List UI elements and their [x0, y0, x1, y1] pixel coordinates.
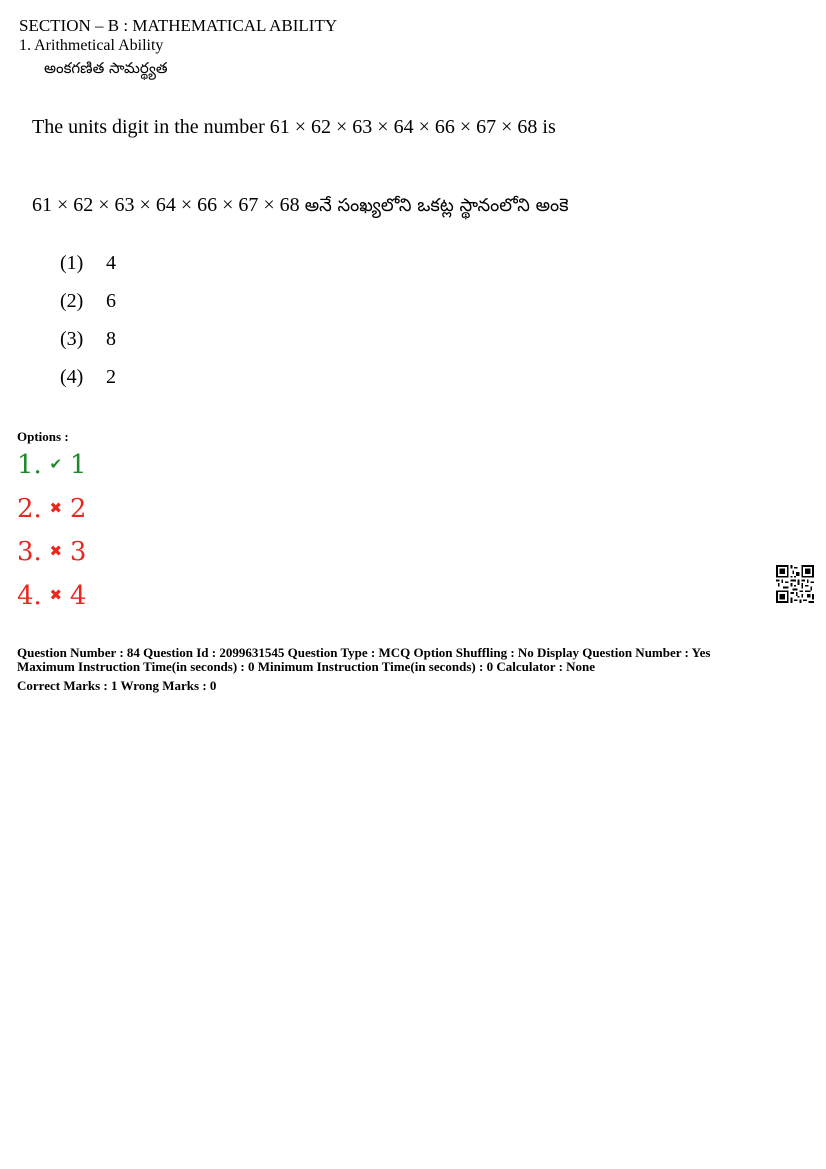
question-text-english: The units digit in the number 61 × 62 × 63 × 64 × 66 × 67 × 68 is — [32, 116, 556, 138]
option-index: 3. — [17, 537, 42, 567]
option-value: 3 — [69, 537, 87, 567]
choice-number: (1) — [60, 252, 84, 274]
option-1 — [17, 450, 86, 480]
cross-icon: ✖ — [49, 542, 63, 560]
choice-number: (2) — [60, 290, 84, 312]
option-3 — [17, 537, 86, 567]
choice-value: 6 — [106, 290, 116, 312]
choice-value: 2 — [106, 366, 116, 388]
option-index: 4. — [17, 581, 42, 611]
choice-value: 4 — [106, 252, 116, 274]
subsection-title: 1. Arithmetical Ability — [19, 37, 164, 54]
choice-number: (4) — [60, 366, 84, 388]
option-value: 2 — [69, 494, 87, 524]
section-title: SECTION – B : MATHEMATICAL ABILITY — [19, 16, 338, 35]
options-label: Options : — [17, 429, 69, 444]
option-value: 1 — [69, 450, 87, 480]
question-meta-line-1: Question Number : 84 Question Id : 2099631545 Question Type : MCQ Option Shuffling : No Display Question Number : Yes — [17, 645, 711, 660]
question-math-expression: 61 × 62 × 63 × 64 × 66 × 67 × 68 — [32, 194, 305, 216]
question-meta-marks: Correct Marks : 1 Wrong Marks : 0 — [17, 678, 217, 693]
choice-number: (3) — [60, 328, 84, 350]
qr-code-icon — [776, 565, 814, 603]
check-icon: ✔ — [49, 455, 63, 473]
question-meta-line-2: Maximum Instruction Time(in seconds) : 0 Minimum Instruction Time(in seconds) : 0 Calculator : None — [17, 659, 596, 674]
question-telugu-phrase: అనే సంఖ్యలోని ఒకట్ల స్థానంలోని అంకె — [304, 195, 569, 216]
option-index: 1. — [17, 450, 42, 480]
choice-item — [60, 328, 116, 351]
choice-value: 8 — [106, 328, 116, 350]
option-2 — [17, 494, 86, 524]
cross-icon: ✖ — [49, 586, 63, 604]
choice-item — [60, 252, 116, 275]
option-index: 2. — [17, 494, 42, 524]
choice-item — [60, 290, 116, 313]
subsection-title-telugu: అంకగణిత సామర్థ్యత — [44, 59, 168, 77]
cross-icon: ✖ — [49, 499, 63, 517]
option-value: 4 — [69, 581, 87, 611]
option-4 — [17, 581, 86, 611]
question-text-telugu — [32, 194, 569, 220]
choice-item — [60, 366, 116, 389]
